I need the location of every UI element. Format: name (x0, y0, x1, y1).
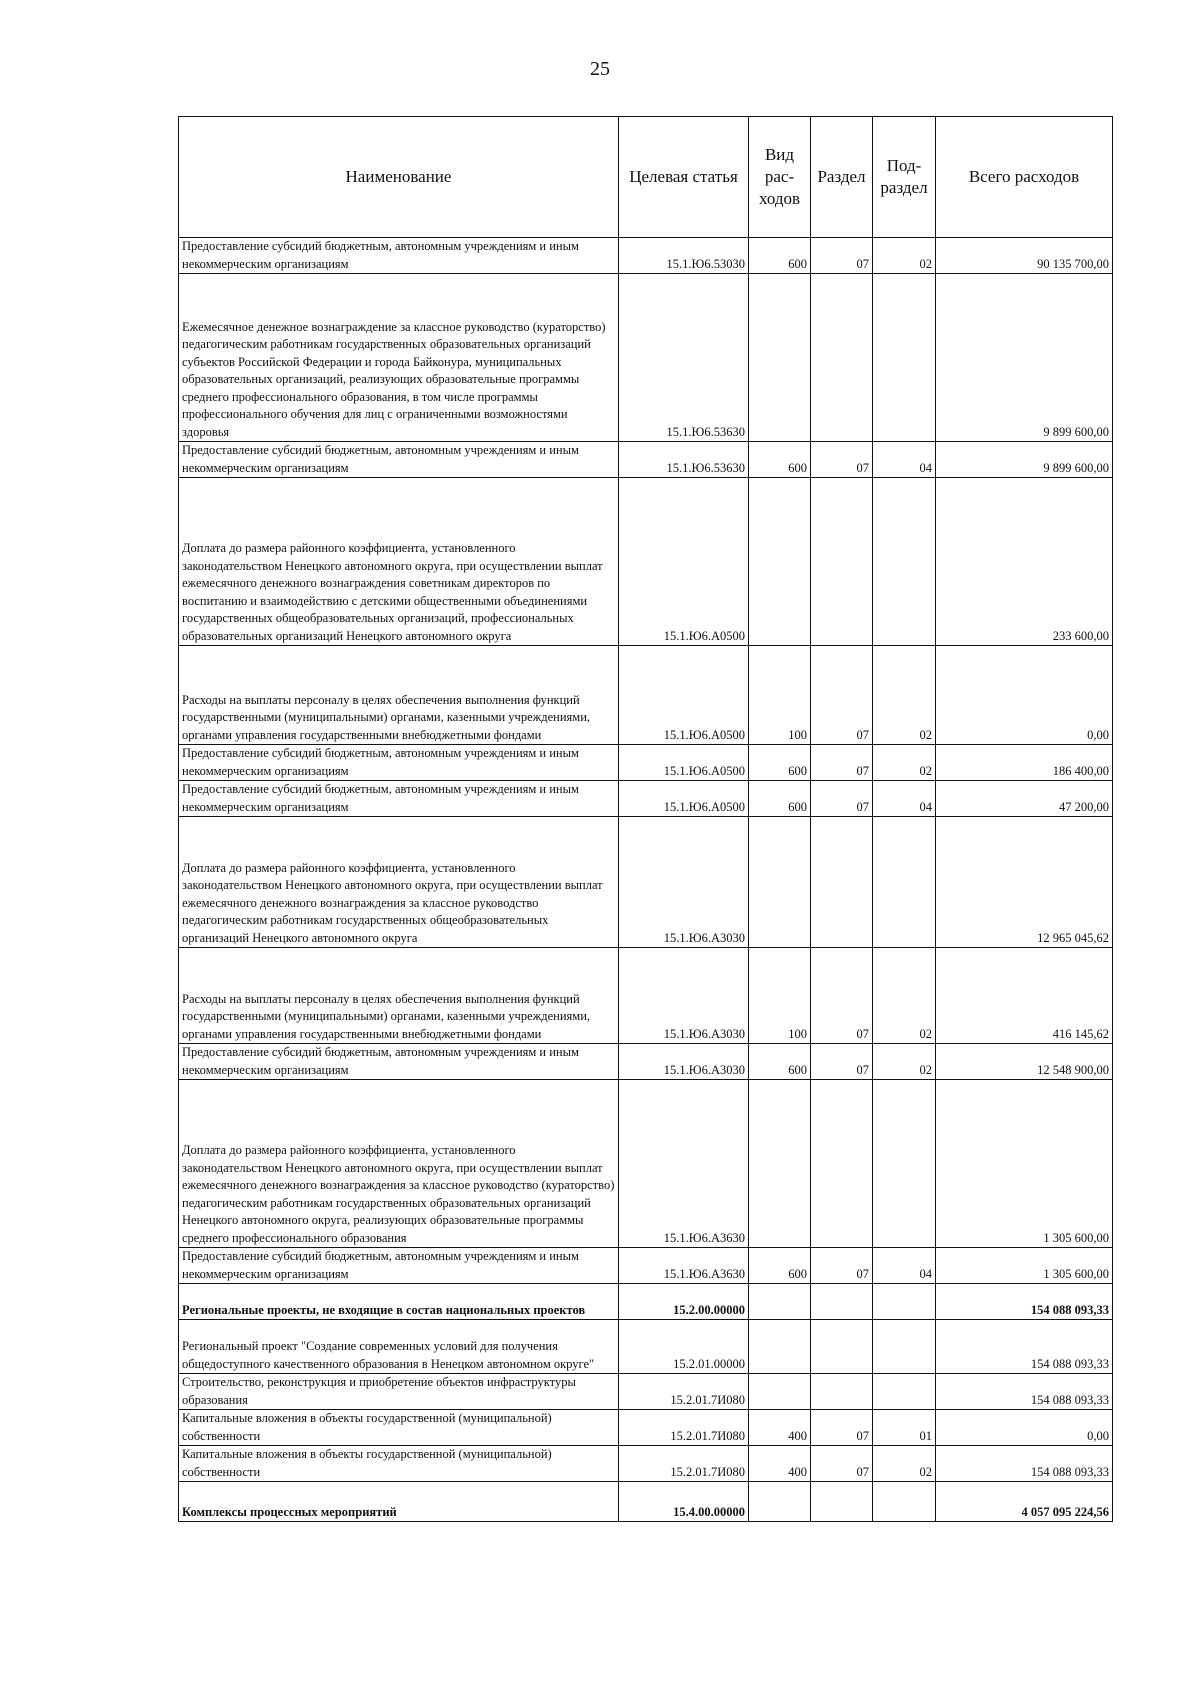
table-row (179, 781, 1113, 817)
row-total: 154 088 093,33 (936, 1446, 1113, 1482)
table-row (179, 646, 1113, 745)
row-name: Предоставление субсидий бюджетным, автономным учреждениям и иным некоммерческим организациям (179, 238, 619, 274)
row-target-article: 15.1.Ю6.А0500 (619, 478, 749, 646)
row-total: 12 965 045,62 (936, 817, 1113, 948)
header-expense-type: Вид рас- ходов (749, 117, 811, 238)
row-section (811, 478, 873, 646)
row-subsection (873, 817, 936, 948)
row-name: Капитальные вложения в объекты государственной (муниципальной) собственности (179, 1410, 619, 1446)
table-row (179, 1284, 1113, 1320)
row-subsection: 02 (873, 238, 936, 274)
row-total: 0,00 (936, 646, 1113, 745)
table-row (179, 1374, 1113, 1410)
row-section (811, 1374, 873, 1410)
table-row (179, 745, 1113, 781)
row-name: Расходы на выплаты персоналу в целях обеспечения выполнения функций государственными (муниципальными) органами, казенными учреждениями, органами управления государственными внебюджетными фондами (179, 948, 619, 1044)
row-section: 07 (811, 1248, 873, 1284)
row-total: 154 088 093,33 (936, 1320, 1113, 1374)
row-expense-type: 400 (749, 1446, 811, 1482)
row-name: Предоставление субсидий бюджетным, автономным учреждениям и иным некоммерческим организациям (179, 442, 619, 478)
row-expense-type: 400 (749, 1410, 811, 1446)
table-row (179, 1320, 1113, 1374)
row-target-article: 15.1.Ю6.А3030 (619, 1044, 749, 1080)
row-section: 07 (811, 1446, 873, 1482)
row-name: Региональный проект "Создание современных условий для получения общедоступного качественного образования в Ненецком автономном округе" (179, 1320, 619, 1374)
row-target-article: 15.1.Ю6.53030 (619, 238, 749, 274)
row-section: 07 (811, 646, 873, 745)
row-expense-type: 600 (749, 442, 811, 478)
row-expense-type: 600 (749, 238, 811, 274)
row-expense-type: 600 (749, 745, 811, 781)
table-row (179, 478, 1113, 646)
row-subsection: 02 (873, 646, 936, 745)
table-row (179, 1446, 1113, 1482)
table-row (179, 442, 1113, 478)
header-total: Всего расходов (936, 117, 1113, 238)
row-target-article: 15.2.01.7И080 (619, 1410, 749, 1446)
row-expense-type (749, 1080, 811, 1248)
table-row (179, 817, 1113, 948)
budget-table (178, 116, 1113, 1522)
row-total: 416 145,62 (936, 948, 1113, 1044)
row-total: 4 057 095 224,56 (936, 1482, 1113, 1522)
row-expense-type: 600 (749, 781, 811, 817)
table-header (179, 117, 1113, 238)
row-name: Доплата до размера районного коэффициента, установленного законодательством Ненецкого автономного округа, при осуществлении выплат ежемесячного денежного вознаграждения за классное руководство педагогическим работникам государственных общеобразовательных организаций Ненецкого автономного округа (179, 817, 619, 948)
row-target-article: 15.2.01.7И080 (619, 1446, 749, 1482)
row-total: 1 305 600,00 (936, 1248, 1113, 1284)
row-subsection: 04 (873, 781, 936, 817)
row-target-article: 15.1.Ю6.А3630 (619, 1080, 749, 1248)
row-section: 07 (811, 781, 873, 817)
row-name: Комплексы процессных мероприятий (179, 1482, 619, 1522)
row-total: 9 899 600,00 (936, 442, 1113, 478)
row-subsection: 02 (873, 745, 936, 781)
table-row (179, 1482, 1113, 1522)
row-subsection: 04 (873, 442, 936, 478)
row-expense-type (749, 478, 811, 646)
row-total: 186 400,00 (936, 745, 1113, 781)
row-name: Капитальные вложения в объекты государственной (муниципальной) собственности (179, 1446, 619, 1482)
row-subsection (873, 478, 936, 646)
row-expense-type: 100 (749, 948, 811, 1044)
row-name: Строительство, реконструкция и приобретение объектов инфраструктуры образования (179, 1374, 619, 1410)
row-name: Предоставление субсидий бюджетным, автономным учреждениям и иным некоммерческим организациям (179, 745, 619, 781)
row-name: Доплата до размера районного коэффициента, установленного законодательством Ненецкого автономного округа, при осуществлении выплат ежемесячного денежного вознаграждения советникам директоров по воспитанию и взаимодействию с детскими общественными объединениями государственных общеобразовательных организаций, профессиональных образовательных организаций Ненецкого автономного округа (179, 478, 619, 646)
row-expense-type (749, 1320, 811, 1374)
table-row (179, 238, 1113, 274)
row-section: 07 (811, 1044, 873, 1080)
row-target-article: 15.1.Ю6.53630 (619, 442, 749, 478)
row-name: Предоставление субсидий бюджетным, автономным учреждениям и иным некоммерческим организациям (179, 1248, 619, 1284)
row-subsection (873, 1482, 936, 1522)
row-subsection: 04 (873, 1248, 936, 1284)
row-subsection (873, 1080, 936, 1248)
row-expense-type: 600 (749, 1044, 811, 1080)
row-section: 07 (811, 948, 873, 1044)
row-expense-type (749, 1374, 811, 1410)
row-section (811, 1482, 873, 1522)
table-row (179, 1410, 1113, 1446)
header-section: Раздел (811, 117, 873, 238)
row-subsection: 01 (873, 1410, 936, 1446)
row-expense-type (749, 274, 811, 442)
row-name: Предоставление субсидий бюджетным, автономным учреждениям и иным некоммерческим организациям (179, 781, 619, 817)
row-total: 47 200,00 (936, 781, 1113, 817)
row-section (811, 1284, 873, 1320)
row-target-article: 15.1.Ю6.А0500 (619, 745, 749, 781)
row-section (811, 817, 873, 948)
row-expense-type (749, 817, 811, 948)
row-total: 233 600,00 (936, 478, 1113, 646)
row-name: Расходы на выплаты персоналу в целях обеспечения выполнения функций государственными (муниципальными) органами, казенными учреждениями, органами управления государственными внебюджетными фондами (179, 646, 619, 745)
row-name: Региональные проекты, не входящие в состав национальных проектов (179, 1284, 619, 1320)
table-row (179, 274, 1113, 442)
row-name: Предоставление субсидий бюджетным, автономным учреждениям и иным некоммерческим организациям (179, 1044, 619, 1080)
table-row (179, 948, 1113, 1044)
row-target-article: 15.1.Ю6.А0500 (619, 781, 749, 817)
header-subsection: Под- раздел (873, 117, 936, 238)
row-subsection: 02 (873, 948, 936, 1044)
row-total: 12 548 900,00 (936, 1044, 1113, 1080)
row-total: 154 088 093,33 (936, 1374, 1113, 1410)
row-section: 07 (811, 745, 873, 781)
row-expense-type: 100 (749, 646, 811, 745)
row-target-article: 15.1.Ю6.А0500 (619, 646, 749, 745)
row-name: Доплата до размера районного коэффициента, установленного законодательством Ненецкого автономного округа, при осуществлении выплат ежемесячного денежного вознаграждения за классное руководство (кураторство) педагогическим работникам государственных образовательных организаций Ненецкого автономного округа, реализующих образовательные программы среднего профессионального образования (179, 1080, 619, 1248)
table-row (179, 1248, 1113, 1284)
row-target-article: 15.4.00.00000 (619, 1482, 749, 1522)
row-total: 1 305 600,00 (936, 1080, 1113, 1248)
row-expense-type (749, 1482, 811, 1522)
row-target-article: 15.2.01.00000 (619, 1320, 749, 1374)
header-name: Наименование (179, 117, 619, 238)
table-row (179, 1044, 1113, 1080)
header-target-article: Целевая статья (619, 117, 749, 238)
row-expense-type (749, 1284, 811, 1320)
row-total: 154 088 093,33 (936, 1284, 1113, 1320)
row-total: 9 899 600,00 (936, 274, 1113, 442)
row-section (811, 1320, 873, 1374)
row-subsection (873, 1374, 936, 1410)
row-subsection: 02 (873, 1446, 936, 1482)
row-target-article: 15.1.Ю6.А3630 (619, 1248, 749, 1284)
row-subsection (873, 274, 936, 442)
row-section: 07 (811, 442, 873, 478)
row-target-article: 15.1.Ю6.А3030 (619, 948, 749, 1044)
row-total: 90 135 700,00 (936, 238, 1113, 274)
page-number: 25 (590, 58, 610, 80)
row-target-article: 15.2.00.00000 (619, 1284, 749, 1320)
row-section (811, 274, 873, 442)
table-body (179, 238, 1113, 1522)
row-section: 07 (811, 1410, 873, 1446)
row-target-article: 15.2.01.7И080 (619, 1374, 749, 1410)
row-subsection: 02 (873, 1044, 936, 1080)
row-subsection (873, 1284, 936, 1320)
row-name: Ежемесячное денежное вознаграждение за классное руководство (кураторство) педагогическим работникам государственных образовательных организаций субъектов Российской Федерации и города Байконура, муниципальных образовательных организаций, реализующих образовательные программы среднего профессионального образования, в том числе программы профессионального обучения для лиц с ограниченными возможностями здоровья (179, 274, 619, 442)
row-target-article: 15.1.Ю6.А3030 (619, 817, 749, 948)
row-target-article: 15.1.Ю6.53630 (619, 274, 749, 442)
row-total: 0,00 (936, 1410, 1113, 1446)
row-section (811, 1080, 873, 1248)
row-section: 07 (811, 238, 873, 274)
row-expense-type: 600 (749, 1248, 811, 1284)
row-subsection (873, 1320, 936, 1374)
table-row (179, 1080, 1113, 1248)
